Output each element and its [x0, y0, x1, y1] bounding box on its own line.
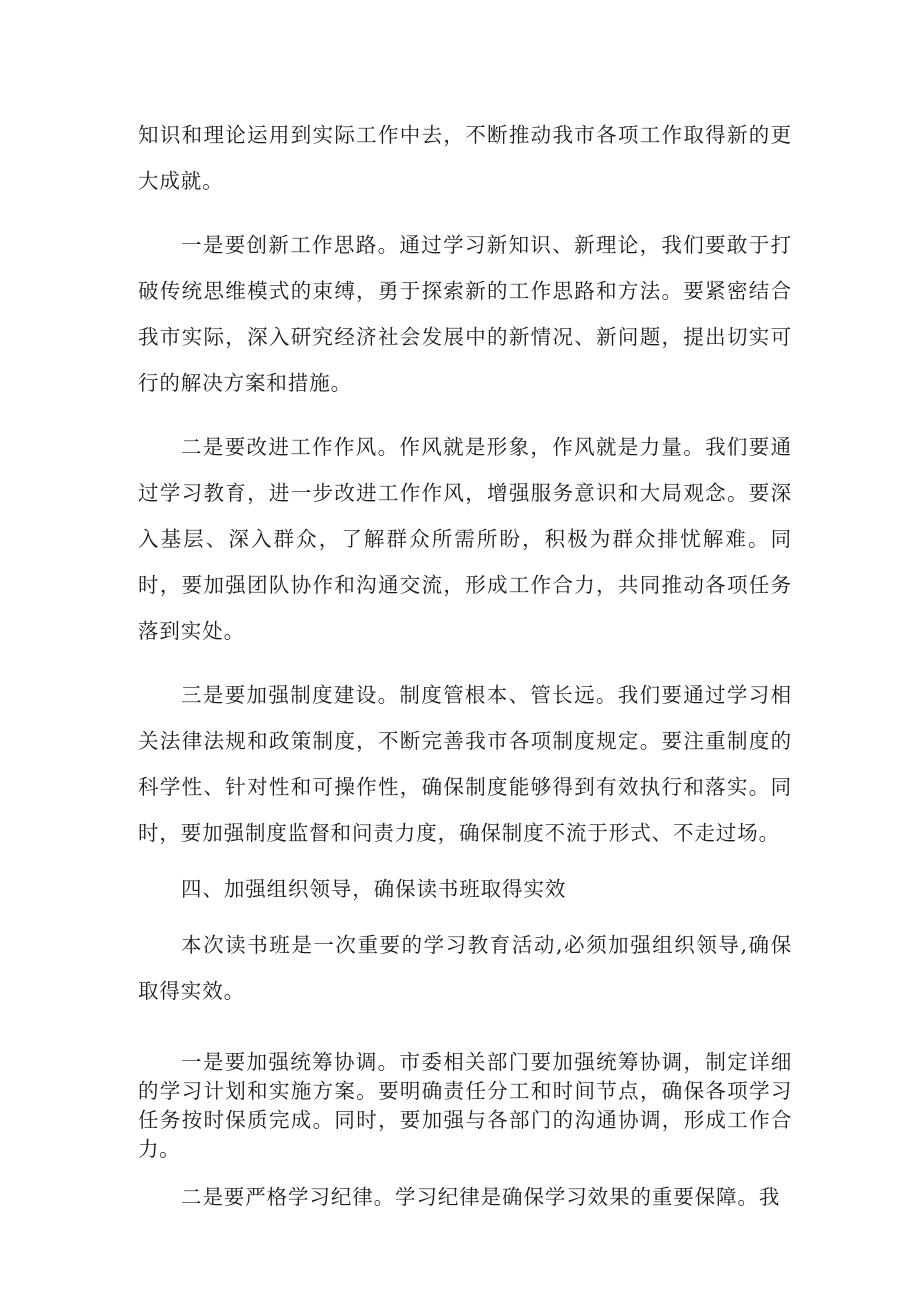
paragraph-discipline: 二是要严格学习纪律。学习纪律是确保学习效果的重要保障。我: [181, 1185, 781, 1209]
paragraph-continuation: 知识和理论运用到实际工作中去，不断推动我市各项工作取得新的更大成就。: [138, 123, 792, 193]
paragraph-institution-building: 三是要加强制度建设。制度管根本、管长远。我们要通过学习相关法律法规和政策制度，不断完善我市各项制度规定。要注重制度的科学性、针对性和可操作性，确保制度能够得到有效执行和落实。同时，要加强制度监督和问责力度，确保制度不流于形式、不走过场。: [138, 683, 792, 845]
paragraph-reading-class-intro: 本次读书班是一次重要的学习教育活动,必须加强组织领导,确保取得实效。: [138, 933, 792, 1003]
paragraph-improve-style: 二是要改进工作作风。作风就是形象，作风就是力量。我们要通过学习教育，进一步改进工作作风，增强服务意识和大局观念。要深入基层、深入群众，了解群众所需所盼，积极为群众排忧解难。同时，要加强团队协作和沟通交流，形成工作合力，共同推动各项任务落到实处。: [138, 435, 792, 643]
paragraph-coordination: 一是要加强统筹协调。市委相关部门要加强统筹协调，制定详细的学习计划和实施方案。要明确责任分工和时间节点，确保各项学习任务按时保质完成。同时，要加强与各部门的沟通协调，形成工作合力。: [138, 1050, 792, 1161]
section-heading-four: 四、加强组织领导，确保读书班取得实效: [181, 877, 567, 901]
paragraph-innovate-thinking: 一是要创新工作思路。通过学习新知识、新理论，我们要敢于打破传统思维模式的束缚，勇于探索新的工作思路和方法。要紧密结合我市实际，深入研究经济社会发展中的新情况、新问题，提出切实可行的解决方案和措施。: [138, 233, 792, 395]
document-body: [138, 112, 792, 1220]
